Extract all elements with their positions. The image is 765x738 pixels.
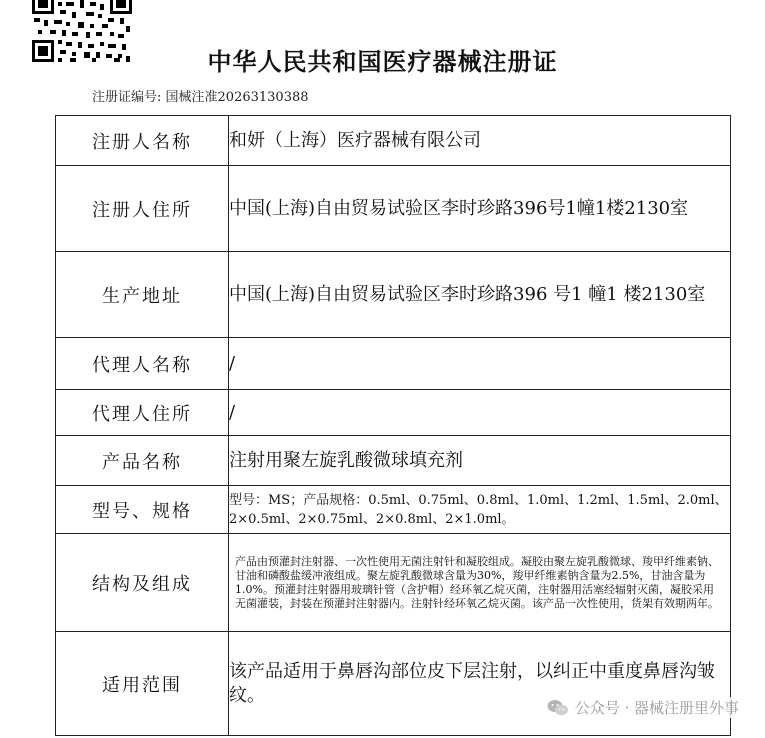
row-label: 代理人名称 [56, 338, 229, 390]
wechat-icon [547, 699, 569, 717]
row-value: 中国(上海)自由贸易试验区李时珍路396号1幢1楼2130室 [229, 166, 731, 252]
row-value: 和妍（上海）医疗器械有限公司 [229, 116, 731, 166]
certificate-table [55, 115, 731, 736]
row-label: 注册人名称 [56, 116, 229, 166]
row-value: / [229, 338, 731, 390]
watermark [543, 697, 743, 718]
document-title: 中华人民共和国医疗器械注册证 [207, 48, 558, 76]
table-row-agent-name [56, 338, 731, 390]
row-label: 生产地址 [56, 252, 229, 338]
registration-number-label: 注册证编号: [92, 90, 162, 105]
row-label: 代理人住所 [56, 390, 229, 436]
table-row-agent-address [56, 390, 731, 436]
row-label: 结构及组成 [56, 534, 229, 632]
row-value: / [229, 390, 731, 436]
row-label: 型号、规格 [56, 486, 229, 534]
row-label: 适用范围 [56, 632, 229, 736]
watermark-text: 公众号 · 器械注册里外事 [574, 699, 739, 717]
row-value: 该产品适用于鼻唇沟部位皮下层注射，以纠正中重度鼻唇沟皱纹。 [229, 632, 731, 736]
table-row-scope [56, 632, 731, 736]
row-value: 型号：MS；产品规格：0.5ml、0.75ml、0.8ml、1.0ml、1.2ml、1.5ml、2.0ml、2×0.5ml、2×0.75ml、2×0.8ml、2×1.0ml。 [229, 486, 731, 534]
row-label: 注册人住所 [56, 166, 229, 252]
row-value: 中国(上海)自由贸易试验区李时珍路396 号1 幢1 楼2130室 [229, 252, 731, 338]
registration-number [92, 86, 309, 105]
table-row-model-spec [56, 486, 731, 534]
table-row-registrant-name [56, 116, 731, 166]
table-row-product-name [56, 436, 731, 486]
row-label: 产品名称 [56, 436, 229, 486]
row-value: 产品由预灌封注射器、一次性使用无菌注射针和凝胶组成。凝胶由聚左旋乳酸微球、羧甲纤维素钠、甘油和磷酸盐缓冲液组成。聚左旋乳酸微球含量为30%，羧甲纤维素钠含量为2.5%，甘油含量为1.0%。预灌封注射器用玻璃针管（含护帽）经环氧乙烷灭菌，注射器用活塞经辐射灭菌，凝胶采用无菌灌装，封装在预灌封注射器内。注射针经环氧乙烷灭菌。该产品一次性使用，货架有效期两年。 [229, 534, 731, 632]
table-row-structure [56, 534, 731, 632]
registration-number-value: 国械注准20263130388 [165, 90, 309, 105]
table-row-production-address [56, 252, 731, 338]
table-row-registrant-address [56, 166, 731, 252]
row-value: 注射用聚左旋乳酸微球填充剂 [229, 436, 731, 486]
